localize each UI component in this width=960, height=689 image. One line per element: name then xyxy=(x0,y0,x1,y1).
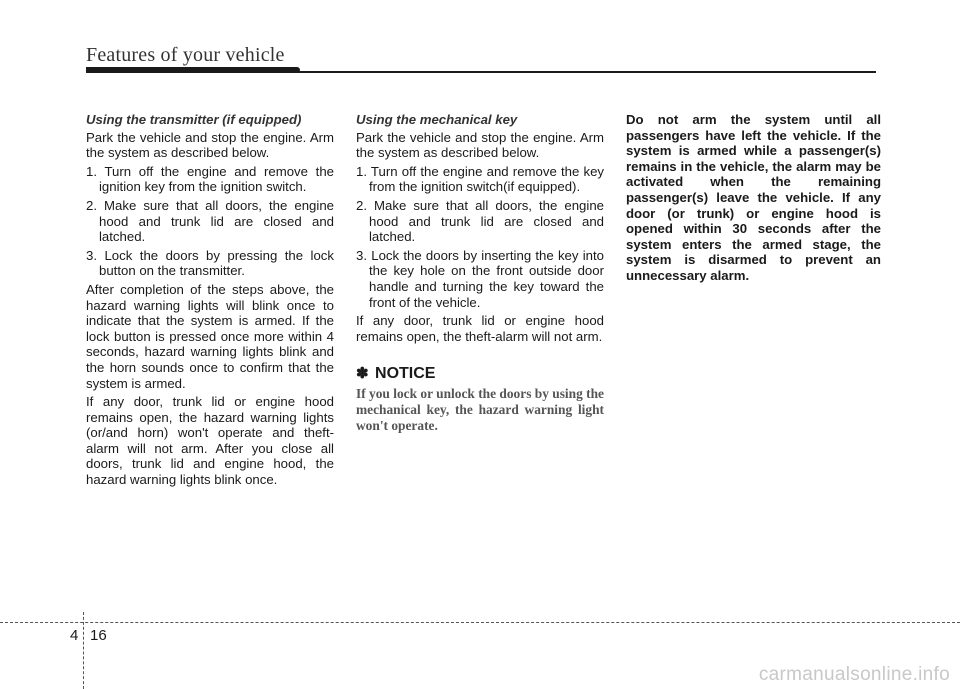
header-rule-thick xyxy=(86,67,300,73)
section-number: 4 xyxy=(70,627,79,644)
watermark: carmanualsonline.info xyxy=(758,664,950,685)
page-header-title: Features of your vehicle xyxy=(86,44,285,66)
page-number: 16 xyxy=(90,627,107,644)
body-paragraph: If any door, trunk lid or engine hood remains open, the hazard warning lights (or/and horn) won't operate and theft-alarm will not arm. After you close all doors, trunk lid and engine hood, the hazard warning lights blink once. xyxy=(86,394,334,488)
notice-star-icon: ✽ xyxy=(356,365,369,383)
subheading-mechanical-key: Using the mechanical key xyxy=(356,112,518,127)
intro-text: Park the vehicle and stop the engine. Arm the system as described below. xyxy=(86,129,334,161)
steps-list xyxy=(86,164,334,279)
step-item: 1. Turn off the engine and remove the ignition key from the ignition switch. xyxy=(86,163,334,195)
body-paragraph: If any door, trunk lid or engine hood remains open, the theft-alarm will not arm. xyxy=(356,313,604,344)
column-warning xyxy=(626,112,881,284)
step-item: 3. Lock the doors by pressing the lock button on the transmitter. xyxy=(86,247,334,279)
body-paragraph: After completion of the steps above, the hazard warning lights will blink once to indicate that the system is armed. If the lock button is pressed once more within 4 seconds, hazard warning lights blink and the horn sounds once to confirm that the system is armed. xyxy=(86,281,334,391)
footer-rule xyxy=(0,622,960,623)
header-rule-thin xyxy=(296,71,876,73)
step-item: 2. Make sure that all doors, the engine hood and trunk lid are closed and latched. xyxy=(356,197,604,245)
footer-divider xyxy=(83,612,84,689)
column-transmitter xyxy=(86,112,334,491)
notice-heading xyxy=(356,364,604,383)
subheading-transmitter: Using the transmitter (if equipped) xyxy=(86,112,302,127)
steps-list xyxy=(356,164,604,310)
step-item: 3. Lock the doors by inserting the key into the key hole on the front outside door handle and turning the key toward the front of the vehicle. xyxy=(356,247,604,310)
step-item: 1. Turn off the engine and remove the key from the ignition switch(if equipped). xyxy=(356,163,604,195)
notice-title: NOTICE xyxy=(375,365,436,383)
warning-text: Do not arm the system until all passengers have left the vehicle. If the system is armed while a passenger(s) remains in the vehicle, the alarm may be activated when the remaining passenger(s) leave the vehicle. If any door (or trunk) or engine hood is opened within 30 seconds after the system enters the armed stage, the system is disarmed to prevent an unnecessary alarm. xyxy=(626,112,881,283)
column-mechanical-key xyxy=(356,112,604,434)
step-item: 2. Make sure that all doors, the engine hood and trunk lid are closed and latched. xyxy=(86,197,334,245)
notice-body: If you lock or unlock the doors by using the mechanical key, the hazard warning light won't operate. xyxy=(356,386,604,433)
intro-text: Park the vehicle and stop the engine. Arm the system as described below. xyxy=(356,129,604,161)
